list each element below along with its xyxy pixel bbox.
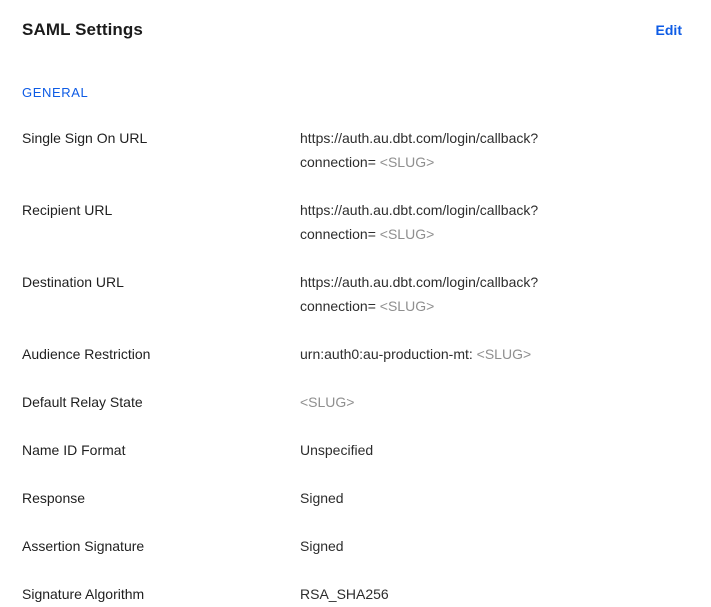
value-line [300, 126, 538, 150]
value-line [300, 438, 373, 462]
row-value [300, 486, 344, 510]
row-label: Signature Algorithm [22, 586, 145, 602]
settings-row-single-sign-on-url [22, 126, 682, 174]
row-value [300, 342, 531, 366]
row-label: Default Relay State [22, 394, 143, 410]
value-text: RSA_SHA256 [300, 586, 389, 602]
settings-rows [22, 126, 682, 606]
value-line [300, 222, 538, 246]
value-text: Unspecified [300, 442, 374, 458]
row-label: Audience Restriction [22, 346, 151, 362]
settings-row-name-id-format [22, 438, 682, 462]
value-line [300, 486, 344, 510]
row-value [300, 534, 344, 558]
row-label: Destination URL [22, 274, 124, 290]
edit-button[interactable]: Edit [655, 22, 682, 38]
url-text: https://auth.au.dbt.com/login/callback? [300, 274, 539, 290]
row-label: Single Sign On URL [22, 130, 148, 146]
value-line [300, 342, 531, 366]
settings-row-response [22, 486, 682, 510]
row-value [300, 390, 354, 414]
url-text: connection= [300, 154, 380, 170]
settings-row-assertion-signature [22, 534, 682, 558]
row-value [300, 270, 538, 318]
value-text: Signed [300, 538, 344, 554]
settings-row-recipient-url [22, 198, 682, 246]
url-text: connection= [300, 226, 380, 242]
value-line [300, 270, 538, 294]
slug-placeholder: <SLUG> [300, 394, 355, 410]
url-text: https://auth.au.dbt.com/login/callback? [300, 202, 539, 218]
slug-placeholder: <SLUG> [379, 298, 435, 314]
settings-row-destination-url [22, 270, 682, 318]
row-label: Recipient URL [22, 202, 113, 218]
value-line [300, 150, 538, 174]
panel-header [22, 18, 682, 42]
value-line [300, 390, 354, 414]
page-title: SAML Settings [22, 20, 143, 39]
url-text: connection= [300, 298, 380, 314]
row-value [300, 126, 538, 174]
row-value [300, 198, 538, 246]
value-text: Signed [300, 490, 344, 506]
value-line [300, 198, 538, 222]
slug-placeholder: <SLUG> [476, 346, 532, 362]
settings-row-signature-algorithm [22, 582, 682, 606]
slug-placeholder: <SLUG> [379, 226, 435, 242]
row-label: Name ID Format [22, 442, 126, 458]
value-line [300, 294, 538, 318]
slug-placeholder: <SLUG> [379, 154, 435, 170]
row-label: Assertion Signature [22, 538, 145, 554]
row-label: Response [22, 490, 86, 506]
value-line [300, 534, 344, 558]
url-text: https://auth.au.dbt.com/login/callback? [300, 130, 539, 146]
value-line [300, 582, 389, 606]
settings-row-default-relay-state [22, 390, 682, 414]
row-value [300, 438, 373, 462]
row-value [300, 582, 389, 606]
section-header-general: GENERAL [22, 85, 89, 100]
urn-text: urn:auth0:au-production-mt: [300, 346, 477, 362]
settings-row-audience-restriction [22, 342, 682, 366]
